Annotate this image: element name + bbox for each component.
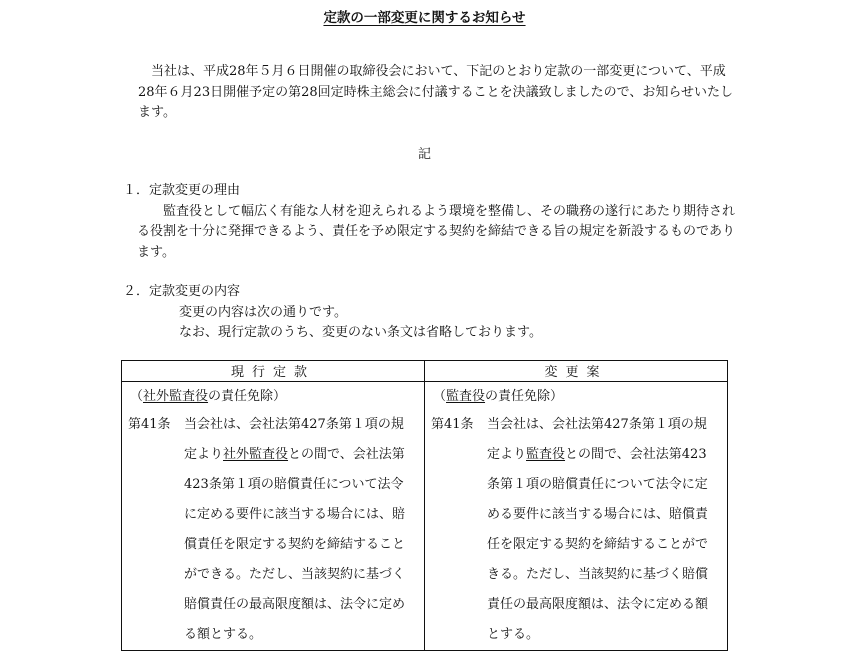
caption-current: （社外監査役の責任免除） [130, 389, 287, 404]
cell-current [122, 382, 425, 651]
section-reason-body: 監査役として幅広く有能な人材を迎えられるよう環境を整備し、その職務の遂行にあたり期待される役割を十分に発揮できるよう、責任を予め限定する契約を締結できる旨の規定を新設するものであります。 [137, 203, 736, 260]
article-number: 第41条 [431, 417, 474, 432]
section-content-line-1: 変更の内容は次の通りです。 [179, 304, 347, 320]
article-current [128, 410, 416, 650]
section-content-body [151, 303, 743, 344]
section-content [123, 282, 743, 344]
section-reason-heading: １．定款変更の理由 [123, 183, 241, 198]
header-proposed: 変更案 [425, 361, 728, 382]
header-current: 現行定款 [122, 361, 425, 382]
section-reason [123, 181, 743, 263]
article-number: 第41条 [128, 417, 171, 432]
section-content-line-2: なお、現行定款のうち、変更のない条文は省略しております。 [179, 325, 542, 340]
table-row [122, 382, 728, 651]
table-header-row [122, 361, 728, 382]
article-text: 当会社は、会社法第427条第１項の規定より監査役との間で、会社法第423条第１項の賠償責任について法令に定める要件に該当する場合には、賠償責任を限定する契約を締結することができる。ただし、当該契約に基づく賠償責任の最高限度額は、法令に定める額とする。 [487, 417, 709, 642]
article-proposed [431, 410, 719, 650]
section-content-heading: ２．定款変更の内容 [123, 284, 241, 299]
article-text: 当会社は、会社法第427条第１項の規定より社外監査役との間で、会社法第423条第１項の賠償責任について法令に定める要件に該当する場合には、賠償責任を限定する契約を締結することができる。ただし、当該契約に基づく賠償責任の最高限度額は、法令に定める額とする。 [184, 417, 406, 642]
intro-paragraph: 当社は、平成28年５月６日開催の取締役会において、下記のとおり定款の一部変更について、平成28年６月23日開催予定の第28回定時株主総会に付議することを決議致しましたので、お知らせいたします。 [138, 64, 733, 120]
caption-proposed: （監査役の責任免除） [433, 389, 564, 404]
ki-marker: 記 [417, 147, 431, 162]
document-title: 定款の一部変更に関するお知らせ [323, 10, 526, 26]
comparison-table [121, 360, 728, 651]
cell-proposed [425, 382, 728, 651]
